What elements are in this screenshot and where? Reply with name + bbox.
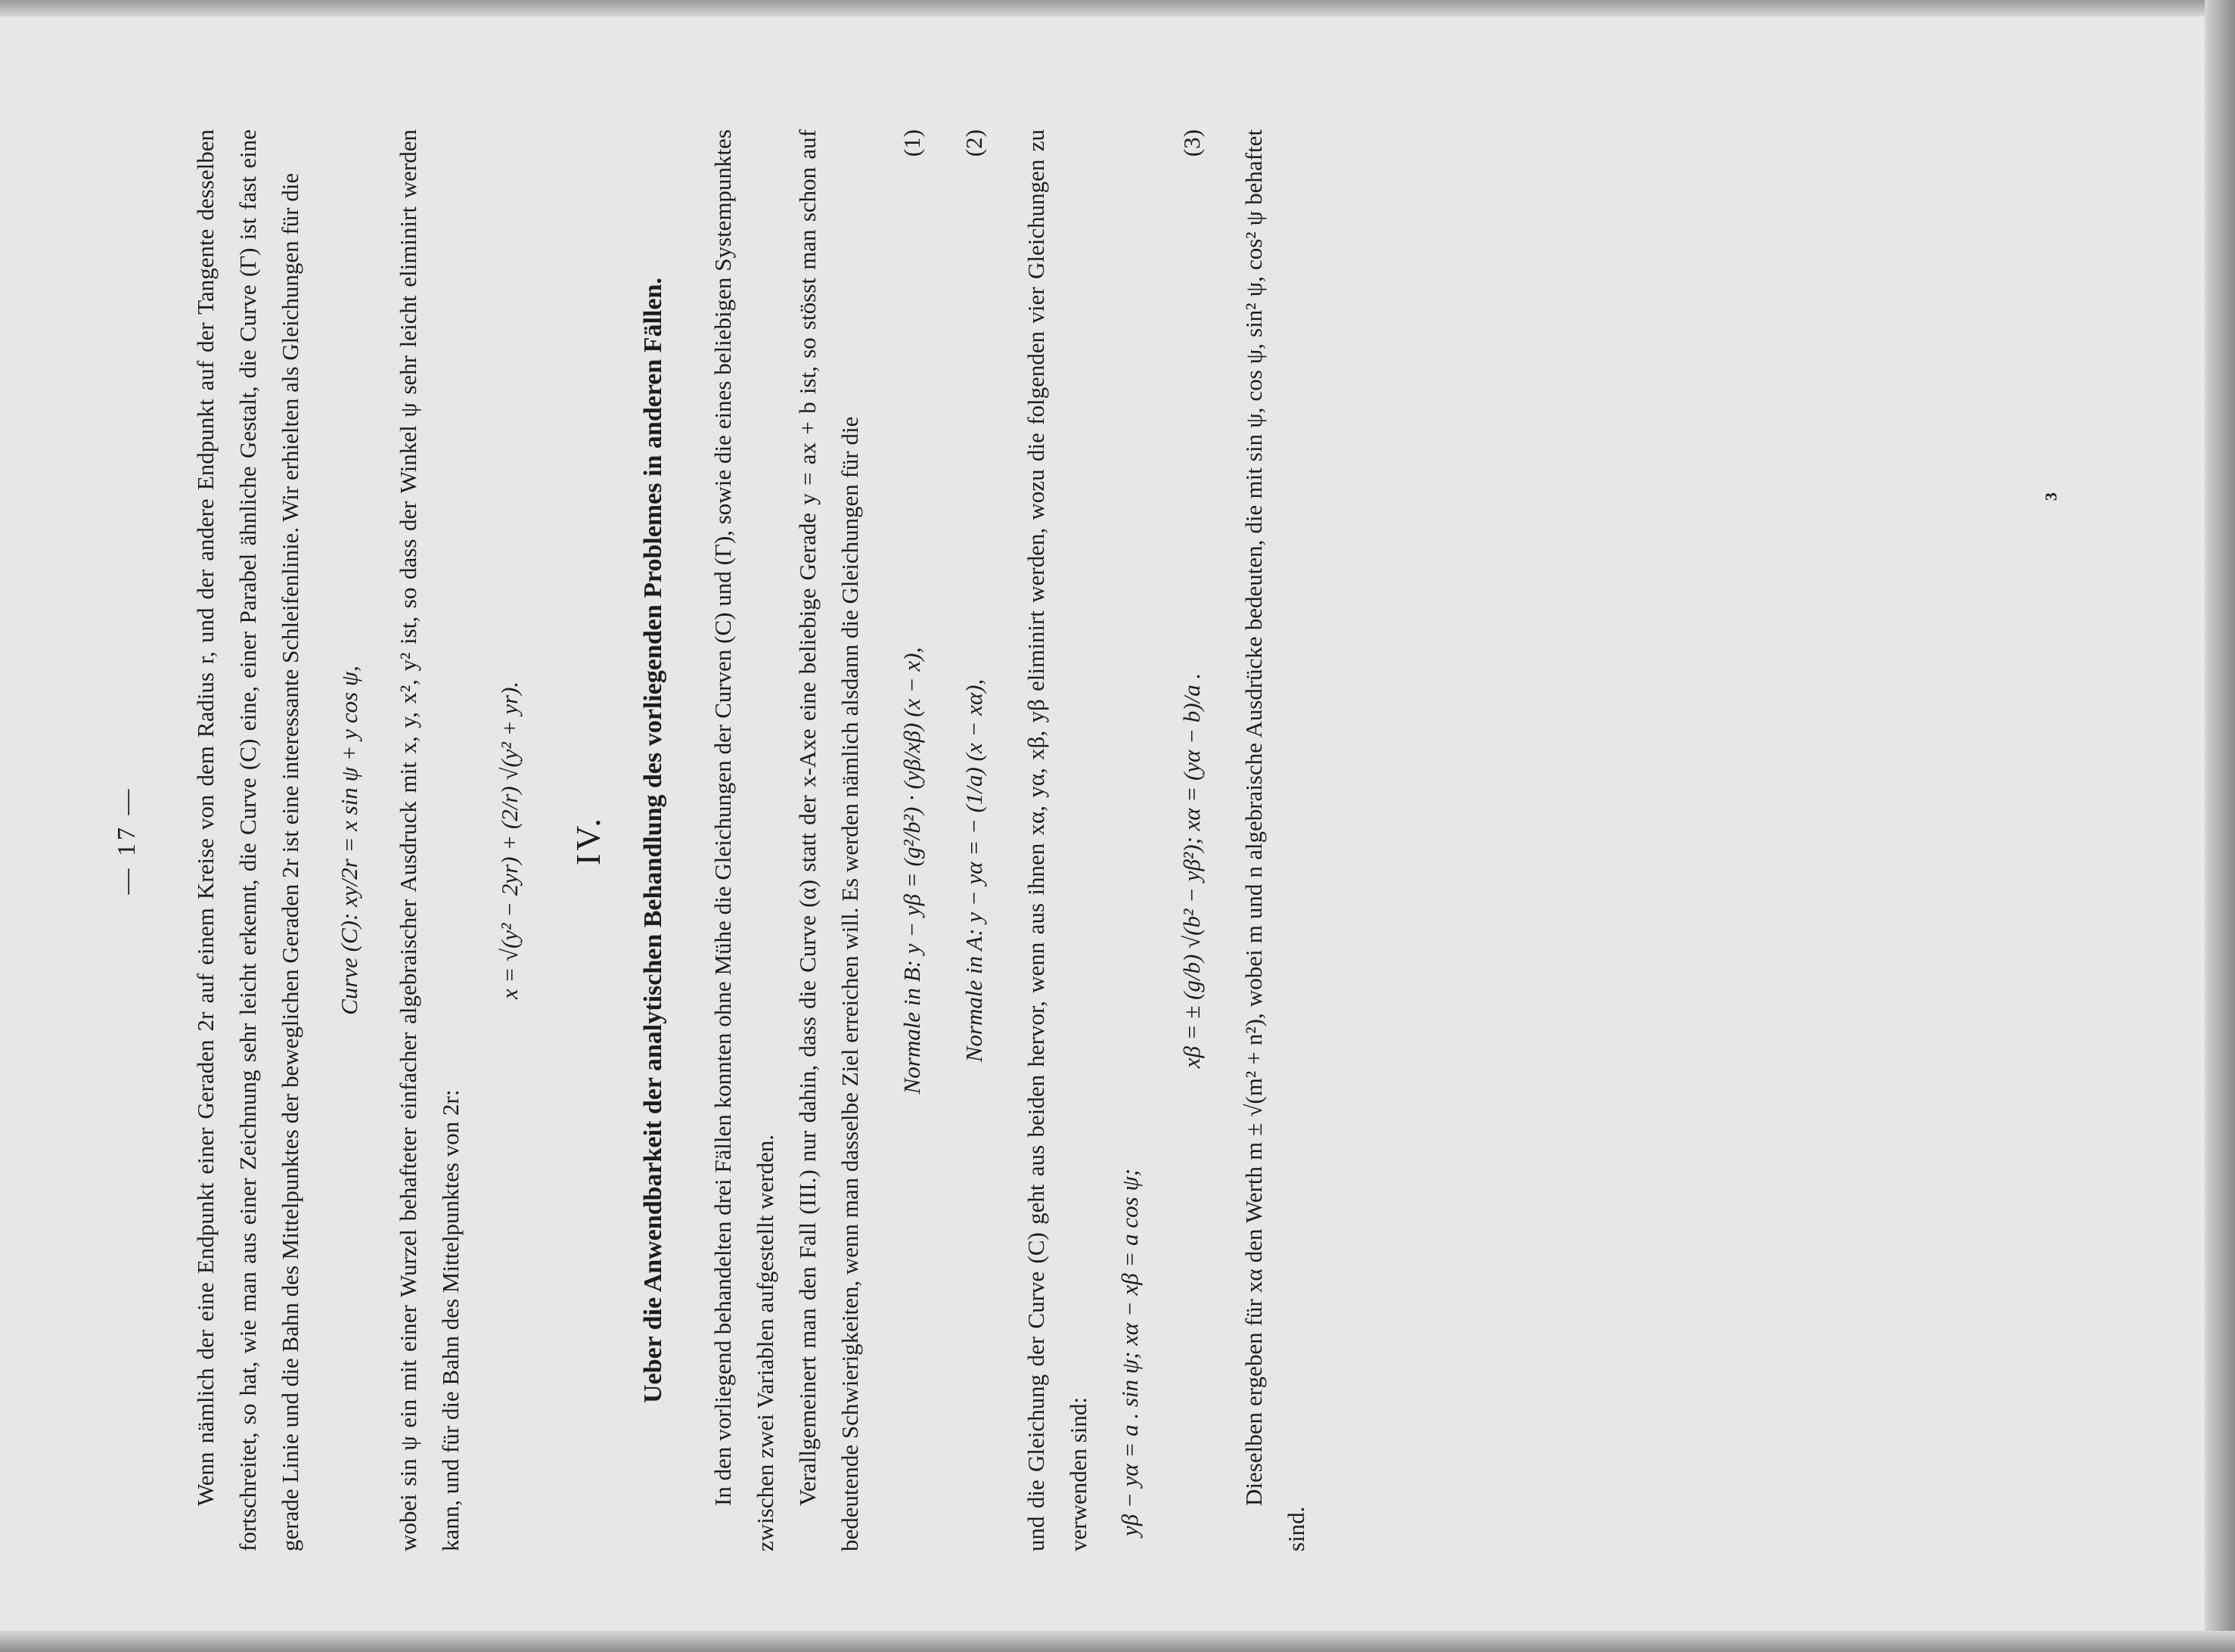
- section-number: IV.: [569, 815, 607, 866]
- book-page: [106, 129, 2103, 1551]
- scan-edge-bottom: [0, 1631, 2235, 1652]
- paragraph-4: Verallgemeinert man den Fall (III.) nur dahin, dass die Curve (α) statt der x-Axe eine beliebige Gerade y = ax + b ist, so stösst man schon auf bedeutende Schwierigkeiten, wenn man dasselbe Ziel erreichen will. Es werden nämlich alsdann die Gleichungen für die: [794, 129, 863, 1551]
- equation-bahn-mittelpunkt: x = √(y² − 2yr) + (2/r) √(y² + yr).: [496, 681, 523, 1000]
- equation-3-row: [1171, 129, 1213, 1551]
- equation-1: Normale in B: y − yβ = (g²/b²) · (yβ/xβ) (x − x),: [899, 647, 925, 1095]
- printer-signature: 3: [2041, 492, 2060, 501]
- paragraph-6: Dieselben ergeben für xα den Werth m ± √(m² + n²), wobei m und n algebraische Ausdrücke bedeuten, die mit sin ψ, cos ψ, sin² ψ, cos² ψ behaftet sind.: [1240, 129, 1309, 1551]
- scan-edge-right: [2205, 0, 2235, 1652]
- equation-1-number: (1): [899, 129, 925, 157]
- equation-1-row: [891, 129, 933, 1551]
- paragraph-5: und die Gleichung der Curve (C) geht aus beiden hervor, wenn aus ihnen xα, yα, xβ, yβ eliminirt werden, wozu die folgenden vier Gleichungen zu verwenden sind:: [1023, 129, 1091, 1551]
- equation-curve-c: Curve (C): xy/2r = x sin ψ + y cos ψ,: [336, 666, 362, 1015]
- section-title: Ueber die Anwendbarkeit der analytischen Behandlung des vorliegenden Problemes in anderen Fällen.: [639, 278, 667, 1403]
- equation-3: xβ = ± (g/b) √(b² − yβ²); xα = (yα − b)/a .: [1178, 672, 1205, 1069]
- equation-four: yβ − yα = a . sin ψ; xα − xβ = a cos ψ;: [1116, 1168, 1143, 1536]
- equation-2-number: (2): [961, 129, 987, 157]
- paragraph-3: In den vorliegend behandelten drei Fällen konnten ohne Mühe die Gleichungen der Curven (C) und (Γ), sowie die eines beliebigen Systempunktes zwischen zwei Variablen aufgestellt werden.: [709, 129, 778, 1551]
- page-number: — 17 —: [113, 786, 141, 895]
- paragraph-2: wobei sin ψ ein mit einer Wurzel behafteter einfacher algebraischer Ausdruck mit x, y, x², y² ist, so dass der Winkel ψ sehr leicht eliminirt werden kann, und für die Bahn des Mittelpunktes von 2r:: [395, 129, 464, 1551]
- scanned-paper: [0, 17, 2205, 1631]
- equation-2-row: [953, 129, 995, 1551]
- equation-2: Normale in A: y − yα = − (1/a) (x − xα),: [961, 678, 987, 1063]
- paragraph-1: Wenn nämlich der eine Endpunkt einer Geraden 2r auf einem Kreise von dem Radius r, und der andere Endpunkt auf der Tangente desselben fortschreitet, so hat, wie man aus einer Zeichnung sehr leicht erkennt, die Curve (C) eine, einer Parabel ähnliche Gestalt, die Curve (Γ) ist fast eine gerade Linie und die Bahn des Mittelpunktes der beweglichen Geraden 2r ist eine interessante Schleifenlinie. Wir erhielten als Gleichungen für die: [192, 129, 303, 1551]
- scan-edge-top: [0, 0, 2235, 17]
- equation-3-number: (3): [1178, 129, 1205, 157]
